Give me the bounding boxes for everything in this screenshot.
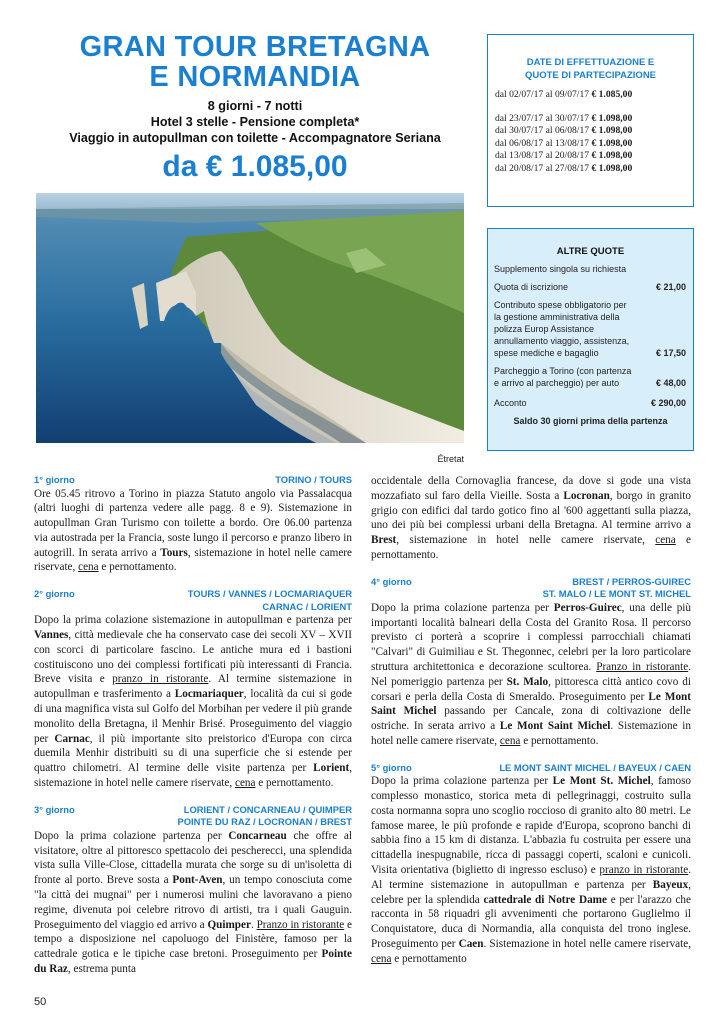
fee-amount: € 17,50 — [655, 348, 686, 358]
hotel-text: Hotel 3 stelle - Pensione completa* — [150, 115, 360, 129]
itinerary-right-column — [371, 474, 691, 980]
date-price: € 1.085,00 — [591, 89, 633, 100]
day-number: 4° giorno — [371, 575, 412, 587]
starting-price: da € 1.085,00 — [162, 150, 348, 183]
day-description: Dopo la prima colazione partenza per Concarneau che offre al visitatore, oltre al pittoresco spettacolo dei pescherecci, una splendida vista sulla Ville-Close, cittadella murata che sorge su di un'isoletta di fronte al porto. Breve sosta a Pont-Aven, un tempo conosciuta come "la città dei mugnai" per i numerosi mulini che lavoravano a pieno regime, divenuta poi celebre ritrovo di artisti, tra i quali Gauguin. Proseguimento del viaggio ed arrivo a Quimper. Pranzo in ristorante e tempo a disposizione nel capoluogo del Finistère, famoso per la cattedrale gotica e le tipiche case bretoni. Proseguimento per Pointe du Raz, estrema punta — [34, 829, 353, 976]
date-range: dal 30/07/17 al 06/08/17 — [495, 125, 590, 137]
day-description: Dopo la prima colazione partenza per Perros-Guirec, una delle più importanti località balneari della Costa del Granito Rosa. Il percorso previsto ci porterà a scoprire i complessi parrocchiali chiamati "Calvari" di Guimiliau e St. Thegonnec, celebri per la loro particolare struttura architettonica e decorazione scultorea. Pranzo in ristorante. Nel pomeriggio partenza per St. Malo, pittoresca città antico covo di corsari e perla della Costa di Smeraldo. Proseguimento per Le Mont Saint Michel passando per Cancale, zona di coltivazione delle ostriche. In serata arrivo a Le Mont Saint Michel. Sistemazione in hotel nelle camere riservate, cena e pernottamento. — [371, 601, 691, 747]
photo-caption: Étretat — [437, 454, 464, 464]
date-price: € 1.098,00 — [591, 150, 633, 162]
day-route: TORINO / TOURS — [275, 474, 352, 485]
fee-amount: € 21,00 — [655, 282, 686, 292]
page-title — [36, 32, 474, 92]
date-range: dal 06/08/17 al 13/08/17 — [495, 137, 590, 149]
day-description: Dopo la prima colazione sistemazione in autopullman e partenza per Vannes, città medievale che ha conservato case dei secoli XV – XVII con scorci di particolare fascino. Le antiche mura ed i bastioni costituiscono uno dei complessi fortificati più interessanti di Francia. Breve visita e pranzo in ristorante. Al termine sistemazione in autopullman e trasferimento a Locmariaquer, località da cui si gode di una magnifica vista sul Golfo del Morbihan per vedere il più grande monolito della Bretagna, il Menhir Brisé. Proseguimento del viaggio per Carnac, il più importante sito preistorico d'Europa con circa duemila Menhir distribuiti su di una superficie che si estende per quattro chilometri. Al termine delle visite partenza per Lorient, sistemazione in hotel nelle camere riservate, cena e pernottamento. — [34, 614, 353, 790]
dates-heading-line-2: QUOTE DI PARTECIPAZIONE — [524, 70, 657, 81]
date-range: dal 23/07/17 al 30/07/17 — [495, 112, 590, 124]
dates-heading — [488, 56, 693, 82]
date-price: € 1.098,00 — [591, 137, 633, 149]
balance-note: Saldo 30 giorni prima della partenza — [513, 416, 668, 426]
dates-heading-line-1: DATE DI EFFETTUAZIONE E — [526, 57, 655, 68]
day-number: 1° giorno — [34, 474, 75, 485]
transport-text: Viaggio in autopullman con toilette - Accompagnatore Seriana — [69, 131, 441, 145]
day-route: LE MONT SAINT MICHEL / BAYEUX / CAEN — [499, 761, 691, 773]
fee-label: Quota di iscrizione — [494, 282, 569, 292]
date-row — [488, 113, 693, 126]
deposit — [488, 397, 693, 409]
fee-label: Acconto — [494, 398, 527, 408]
fee-amount: € 290,00 — [650, 398, 686, 408]
date-row — [488, 89, 693, 102]
day-header — [34, 588, 352, 613]
page-number: 50 — [34, 996, 47, 1008]
day-route: TOURS / VANNES / LOCMARIAQUER CARNAC / LORIENT — [187, 588, 352, 612]
date-range: dal 13/08/17 al 20/08/17 — [495, 150, 590, 162]
day-description: Dopo la prima colazione partenza per Le Mont St. Michel, famoso complesso monastico, storica meta di pellegrinaggi, costruito sulla costa normanna sopra uno scoglio roccioso di granito alto 80 metri. Le famose maree, le più profonde e rapide d'Europa, scoprono banchi di sabbia fino a 15 km di distanza. L'abbazia fu costruita per essere una cittadella inespugnabile, ricca di passaggi coperti, scaloni e cunicoli. Visita orientativa (biglietto di ingresso escluso) e pranzo in ristorante. Al termine sistemazione in autopullman e partenza per Bayeux, celebre per la splendida cattedrale di Notre Dame e per l'arazzo che racconta in 58 riquadri gli avvenimenti che portarono Guglielmo il Conquistatore, duca di Normandia, alla conquista del trono inglese. Proseguimento per Caen. Sistemazione in hotel nelle camere riservate, cena e pernottamento — [371, 775, 692, 965]
date-range: dal 20/08/17 al 27/08/17 — [495, 162, 590, 174]
date-row — [488, 125, 693, 138]
day-description: occidentale della Cornovaglia francese, da dove si gode una vista mozzafiato sul faro della Vieille. Sosta a Locronan, borgo in granito grigio con edifici dal tardo gotico fino al '600 aggettanti sulla piazza, uno dei più bei complessi urbani della Bretagna. Al termine arrivo a Brest, sistemazione in hotel nelle camere riservate, cena e pernottamento. — [371, 475, 692, 561]
date-range: dal 02/07/17 al 09/07/17 — [495, 89, 590, 100]
cliffs-illustration — [36, 193, 464, 443]
day-route: LORIENT / CONCARNEAU / QUIMPER POINTE DU RAZ / LOCRONAN / BREST — [177, 803, 352, 828]
other-fees-heading: ALTRE QUOTE — [556, 246, 625, 257]
date-price: € 1.098,00 — [591, 125, 633, 137]
date-row — [488, 138, 693, 151]
day-number: 5° giorno — [371, 761, 412, 773]
single-supplement: Supplemento singola su richiesta — [494, 264, 627, 274]
etretat-photo — [36, 193, 464, 443]
fee-amount: € 48,00 — [655, 378, 686, 388]
day-number: 2° giorno — [34, 588, 75, 600]
day-header — [34, 474, 352, 487]
insurance-fee — [488, 299, 693, 359]
day-header — [371, 576, 691, 601]
title-line-2: E NORMANDIA — [149, 61, 361, 93]
day-number: 3° giorno — [34, 803, 75, 815]
duration-text: 8 giorni - 7 notti — [207, 99, 303, 113]
tour-summary — [36, 98, 474, 146]
registration-fee — [488, 281, 693, 293]
itinerary-left-column — [34, 474, 352, 990]
date-row — [488, 163, 693, 176]
parking-fee — [488, 365, 693, 389]
other-fees-box — [487, 228, 694, 451]
dates-box — [487, 34, 694, 207]
date-price: € 1.098,00 — [591, 162, 633, 174]
day-header — [371, 762, 691, 775]
fee-label: Parcheggio a Torino (con partenza e arrivo al parcheggio) per auto — [494, 366, 632, 388]
date-price: € 1.098,00 — [591, 112, 633, 124]
day-header — [34, 804, 352, 829]
title-line-1: GRAN TOUR BRETAGNA — [79, 31, 431, 63]
day-description: Ore 05.45 ritrovo a Torino in piazza Statuto angolo via Passalacqua (altri luoghi di partenza vedere alle pagg. 8 e 9). Sistemazione in autopullman Gran Turismo con toilette a bordo. Ore 06.00 partenza via autostrada per la Francia, soste lungo il percorso e pranzo libero in autogrill. In serata arrivo a Tours, sistemazione in hotel nelle camere riservate, cena e pernottamento. — [34, 487, 352, 574]
date-row — [488, 150, 693, 163]
fee-label: Contributo spese obbligatorio per la gestione amministrativa della polizza Europ Assistance annullamento viaggio, assistenza, spese mediche e bagaglio — [494, 300, 630, 358]
day-route: BREST / PERROS-GUIREC ST. MALO / LE MONT ST. MICHEL — [542, 575, 691, 600]
